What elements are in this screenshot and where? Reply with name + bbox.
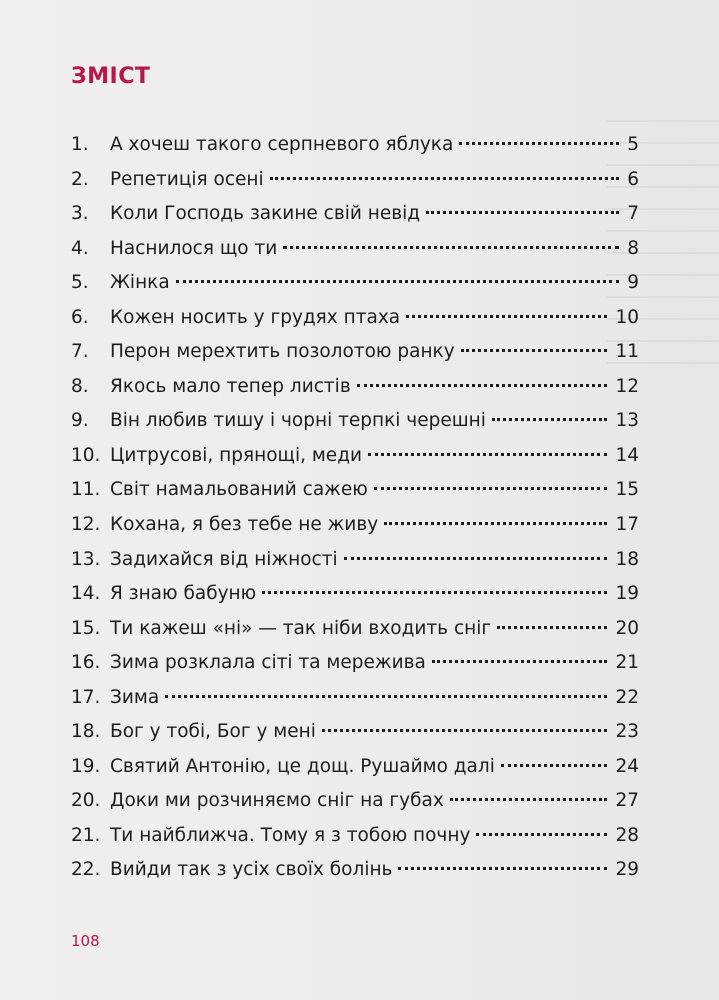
entry-title: Якось мало тепер листів — [110, 375, 351, 397]
entry-page-number: 11 — [615, 341, 639, 363]
toc-entry — [71, 197, 639, 232]
entry-number: 18. — [71, 721, 101, 743]
entry-number: 15. — [71, 617, 101, 639]
entry-title: Він любив тишу і чорні терпкі черешні — [110, 410, 486, 432]
dot-leader — [398, 867, 607, 870]
toc-entry — [71, 543, 639, 578]
entry-page-number: 22 — [615, 686, 639, 708]
entry-title: Перон мерехтить позолотою ранку — [110, 341, 455, 363]
dot-leader — [459, 142, 619, 145]
entry-page-number: 24 — [615, 755, 639, 777]
entry-number: 3. — [71, 203, 89, 225]
toc-entry — [71, 439, 639, 474]
entry-title: Вийди так з усіх своїх болінь — [110, 859, 393, 881]
dot-leader — [322, 729, 608, 732]
toc-entry — [71, 335, 639, 370]
entry-number: 9. — [71, 410, 89, 432]
dot-leader — [406, 315, 607, 318]
dot-leader — [384, 522, 607, 525]
dot-leader — [344, 557, 608, 560]
entry-number: 4. — [71, 237, 89, 259]
entry-page-number: 19 — [615, 583, 639, 605]
entry-title: Я знаю бабуню — [110, 583, 257, 605]
entry-page-number: 20 — [615, 617, 639, 639]
entry-page-number: 7 — [627, 203, 639, 225]
entry-page-number: 17 — [615, 514, 639, 536]
dot-leader — [374, 487, 608, 490]
dot-leader — [165, 695, 607, 698]
entry-number: 22. — [71, 859, 101, 881]
entry-number: 10. — [71, 444, 101, 466]
dot-leader — [501, 764, 608, 767]
entry-page-number: 27 — [615, 790, 639, 812]
toc-entry — [71, 128, 639, 163]
contents-heading: ЗМІСТ — [71, 64, 151, 89]
entry-number: 1. — [71, 134, 89, 155]
entry-title: Зима розклала сіті та мережива — [110, 652, 426, 674]
entry-title: Кохана, я без тебе не живу — [110, 514, 379, 536]
toc-entry — [71, 301, 639, 336]
entry-number: 14. — [71, 583, 101, 605]
entry-page-number: 28 — [615, 824, 639, 846]
dot-leader — [497, 626, 607, 629]
entry-number: 17. — [71, 686, 101, 708]
entry-title: Ти найближча. Тому я з тобою почну — [110, 824, 471, 846]
dot-leader — [461, 349, 608, 352]
entry-title: Жінка — [110, 272, 170, 294]
entry-title: Бог у тобі, Бог у мені — [110, 721, 316, 743]
entry-number: 5. — [71, 272, 89, 294]
entry-number: 16. — [71, 652, 101, 674]
dot-leader — [492, 418, 608, 421]
entry-page-number: 29 — [615, 859, 639, 881]
entry-title: Ти кажеш «ні» — так ніби входить сніг — [110, 617, 492, 639]
entry-page-number: 15 — [615, 479, 639, 501]
entry-number: 7. — [71, 341, 89, 363]
toc-entry — [71, 612, 639, 647]
entry-page-number: 5 — [627, 134, 639, 155]
entry-title: Доки ми розчиняємо сніг на губах — [110, 790, 444, 812]
entry-page-number: 21 — [615, 652, 639, 674]
entry-number: 13. — [71, 548, 101, 570]
entry-number: 11. — [71, 479, 101, 501]
toc-entry — [71, 473, 639, 508]
entry-page-number: 8 — [627, 237, 639, 259]
dot-leader — [450, 798, 608, 801]
toc-entry — [71, 163, 639, 198]
entry-number: 19. — [71, 755, 101, 777]
page-number: 108 — [71, 932, 100, 950]
entry-number: 2. — [71, 168, 89, 190]
toc-entry — [71, 853, 639, 888]
entry-title: Репетиція осені — [110, 168, 264, 190]
entry-page-number: 18 — [615, 548, 639, 570]
entry-page-number: 10 — [615, 306, 639, 328]
entry-title: Наснилося що ти — [110, 237, 278, 259]
entry-title: Кожен носить у грудях птаха — [110, 306, 401, 328]
toc-entry — [71, 681, 639, 716]
entry-title: Цитрусові, прянощі, меди — [110, 444, 363, 466]
toc-entry — [71, 370, 639, 405]
entry-number: 20. — [71, 790, 101, 812]
dot-leader — [176, 280, 620, 283]
entry-number: 12. — [71, 514, 101, 536]
entry-page-number: 14 — [615, 444, 639, 466]
table-of-contents — [71, 128, 639, 888]
toc-entry — [71, 232, 639, 267]
entry-title: Зима — [110, 686, 160, 708]
entry-number: 8. — [71, 375, 89, 397]
toc-entry — [71, 404, 639, 439]
entry-number: 6. — [71, 306, 89, 328]
entry-page-number: 6 — [627, 168, 639, 190]
toc-entry — [71, 577, 639, 612]
dot-leader — [283, 246, 619, 249]
entry-title: Коли Господь закине свій невід — [110, 203, 421, 225]
entry-title: Святий Антонію, це дощ. Рушаймо далі — [110, 755, 495, 777]
toc-entry — [71, 646, 639, 681]
toc-entry — [71, 819, 639, 854]
toc-entry — [71, 508, 639, 543]
entry-page-number: 23 — [615, 721, 639, 743]
entry-number: 21. — [71, 824, 101, 846]
entry-title: Світ намальований сажею — [110, 479, 368, 501]
entry-page-number: 13 — [615, 410, 639, 432]
dot-leader — [432, 660, 608, 663]
toc-entry — [71, 715, 639, 750]
toc-entry — [71, 266, 639, 301]
entry-page-number: 9 — [627, 272, 639, 294]
entry-title: Задихайся від ніжності — [110, 548, 338, 570]
entry-title: А хочеш такого серпневого яблука — [110, 134, 454, 155]
dot-leader — [262, 591, 607, 594]
dot-leader — [368, 453, 607, 456]
dot-leader — [270, 177, 620, 180]
dot-leader — [476, 833, 607, 836]
toc-entry — [71, 784, 639, 819]
entry-page-number: 12 — [615, 375, 639, 397]
toc-entry — [71, 750, 639, 785]
dot-leader — [426, 211, 619, 214]
dot-leader — [357, 384, 608, 387]
